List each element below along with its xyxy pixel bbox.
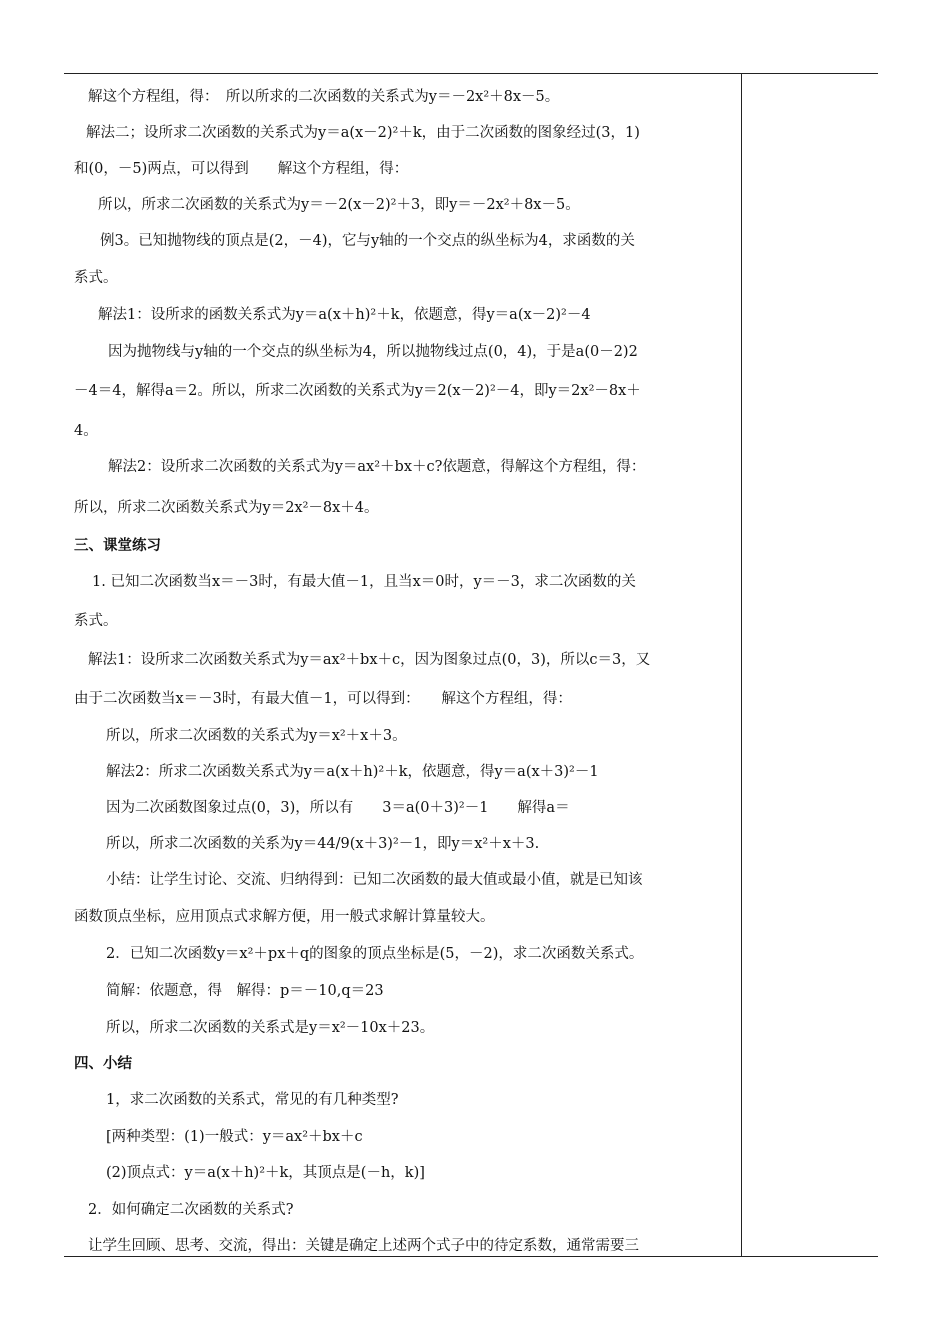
- text-line: 2．如何确定二次函数的关系式?: [88, 1202, 294, 1218]
- text-line: (2)顶点式：y＝a(x＋h)²＋k，其顶点是(－h，k)]: [106, 1165, 425, 1181]
- text-line: 简解：依题意，得 解得：p＝－10,q＝23: [106, 983, 384, 999]
- main-text-column: [64, 73, 741, 1257]
- text-line: 函数顶点坐标，应用顶点式求解方便，用一般式求解计算量较大。: [74, 909, 495, 925]
- section-heading: 三、课堂练习: [74, 538, 161, 554]
- text-line: 因为抛物线与y轴的一个交点的纵坐标为4，所以抛物线过点(0，4)，于是a(0－2)2: [108, 344, 638, 360]
- text-line: 由于二次函数当x＝－3时，有最大值－1，可以得到： 解这个方程组，得：: [74, 691, 572, 707]
- text-line: 所以，所求二次函数的关系式是y＝x²－10x＋23。: [106, 1020, 435, 1036]
- text-line: 解法二；设所求二次函数的关系式为y＝a(x－2)²＋k，由于二次函数的图象经过(3，1): [86, 125, 640, 141]
- text-line: 所以，所求二次函数的关系式为y＝－2(x－2)²＋3，即y＝－2x²＋8x－5。: [98, 197, 580, 213]
- text-line: 所以，所求二次函数关系式为y＝2x²－8x＋4。: [74, 500, 379, 516]
- text-line: 1. 已知二次函数当x＝－3时，有最大值－1，且当x＝0时，y＝－3，求二次函数的关: [92, 574, 636, 590]
- text-line: 所以，所求二次函数的关系式为y＝x²＋x＋3。: [106, 728, 407, 744]
- text-line: 2．已知二次函数y＝x²＋px＋q的图象的顶点坐标是(5，－2)，求二次函数关系式。: [106, 946, 644, 962]
- text-line: 解法1：设所求的函数关系式为y＝a(x＋h)²＋k，依题意，得y＝a(x－2)²－4: [98, 307, 591, 323]
- notes-column: [742, 73, 878, 1257]
- text-line: －4＝4，解得a＝2。所以，所求二次函数的关系式为y＝2(x－2)²－4，即y＝2x²－8x＋: [74, 383, 641, 399]
- text-line: 让学生回顾、思考、交流，得出：关键是确定上述两个式子中的待定系数，通常需要三: [88, 1238, 639, 1254]
- text-line: 系式。: [74, 613, 118, 629]
- text-line: 解这个方程组，得： 所以所求的二次函数的关系式为y＝－2x²＋8x－5。: [88, 89, 560, 105]
- text-line: 小结：让学生讨论、交流、归纳得到：已知二次函数的最大值或最小值，就是已知该: [106, 872, 643, 888]
- text-line: 4。: [74, 423, 98, 439]
- text-line: 和(0，－5)两点，可以得到 解这个方程组，得：: [74, 161, 409, 177]
- text-line: 所以，所求二次函数的关系为y＝44/9(x＋3)²－1，即y＝x²＋x＋3.: [106, 836, 540, 852]
- text-line: 例3。已知抛物线的顶点是(2，－4)，它与y轴的一个交点的纵坐标为4，求函数的关: [100, 233, 635, 249]
- text-line: 解法1：设所求二次函数关系式为y＝ax²＋bx＋c，因为图象过点(0，3)，所以c＝3，又: [88, 652, 651, 668]
- text-line: 系式。: [74, 270, 118, 286]
- text-line: 解法2：设所求二次函数的关系式为y＝ax²＋bx＋c?依题意，得解这个方程组，得：: [108, 459, 646, 475]
- text-line: 因为二次函数图象过点(0，3)，所以有 3＝a(0＋3)²－1 解得a＝: [106, 800, 570, 816]
- section-heading: 四、小结: [74, 1056, 132, 1072]
- text-line: 1，求二次函数的关系式，常见的有几种类型?: [106, 1092, 399, 1108]
- text-line: 解法2：所求二次函数关系式为y＝a(x＋h)²＋k，依题意，得y＝a(x＋3)²－1: [106, 764, 599, 780]
- text-line: [两种类型：(1)一般式：y＝ax²＋bx＋c: [106, 1129, 363, 1145]
